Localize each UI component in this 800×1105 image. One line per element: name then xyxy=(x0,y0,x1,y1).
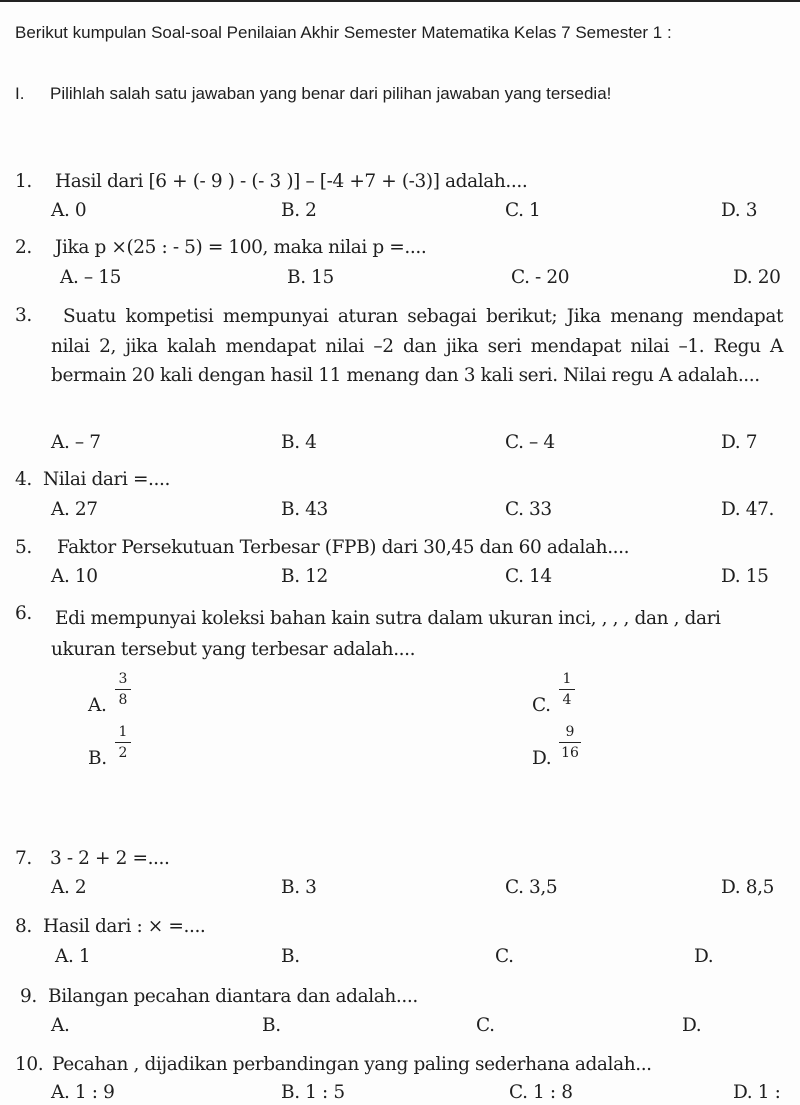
option-b: B. 15 xyxy=(287,267,334,288)
question-text: Nilai dari =.... xyxy=(43,469,170,490)
question-number: 10. xyxy=(15,1054,44,1075)
option-b: B. xyxy=(262,1015,281,1036)
question-text: Suatu kompetisi mempunyai aturan sebagai berikut; Jika menang mendapat nilai 2, jika kalah mendapat nilai –2 dan jika seri mendapat nilai –1. Regu A bermain 20 kali dengan hasil 11 menang dan 3 kali seri. Nilai regu A adalah.... xyxy=(51,306,783,386)
question-number: 8. xyxy=(15,916,32,937)
denominator: 8 xyxy=(118,692,128,708)
option-a: A. – 7 xyxy=(51,432,101,453)
question-number: 2. xyxy=(15,237,32,258)
fraction-bar xyxy=(115,742,131,743)
top-border xyxy=(0,0,800,2)
option-a-fraction xyxy=(115,670,131,709)
question-number: 4. xyxy=(15,469,32,490)
option-c: C. 1 : 8 xyxy=(509,1082,573,1103)
option-b: B. 4 xyxy=(281,432,317,453)
option-d: D. 8,5 xyxy=(721,877,774,898)
question-text: 3 - 2 + 2 =.... xyxy=(50,848,170,869)
option-d: D. 20 xyxy=(733,267,781,288)
option-b: B. 2 xyxy=(281,200,317,221)
question-number: 6. xyxy=(15,603,32,624)
numerator: 1 xyxy=(562,671,572,687)
option-a: A. 27 xyxy=(51,499,98,520)
option-d: D. 7 xyxy=(721,432,758,453)
denominator: 16 xyxy=(561,745,579,761)
numerator: 3 xyxy=(118,671,128,687)
option-c: C. xyxy=(476,1015,495,1036)
option-b: B. 43 xyxy=(281,499,328,520)
denominator: 2 xyxy=(118,745,128,761)
page-title: Berikut kumpulan Soal-soal Penilaian Akhir Semester Matematika Kelas 7 Semester 1 : xyxy=(15,23,672,42)
option-b: B. 3 xyxy=(281,877,317,898)
question-number: 5. xyxy=(15,537,32,558)
option-a: A. 0 xyxy=(51,200,87,221)
option-b: B. 1 : 5 xyxy=(281,1082,345,1103)
question-number: 9. xyxy=(20,986,37,1007)
question-text: Faktor Persekutuan Terbesar (FPB) dari 30,45 dan 60 adalah.... xyxy=(57,537,630,558)
option-b: B. xyxy=(281,946,300,967)
option-c: C. 1 xyxy=(505,200,541,221)
option-b-fraction xyxy=(115,723,131,762)
instruction-number: I. xyxy=(15,84,25,103)
option-c-fraction xyxy=(559,670,575,709)
option-d: D. xyxy=(682,1015,702,1036)
option-d: D. xyxy=(694,946,714,967)
option-a: A. 10 xyxy=(51,566,98,587)
question-text-line: Edi mempunyai koleksi bahan kain sutra dalam ukuran inci, , , , dan , dari ukuran tersebut yang terbesar adalah.... xyxy=(51,608,721,660)
question-number: 7. xyxy=(15,848,32,869)
fraction-bar xyxy=(559,742,581,743)
option-d: D. 1 : xyxy=(733,1082,781,1103)
option-a: A. 2 xyxy=(51,877,87,898)
option-c: C. 33 xyxy=(505,499,552,520)
option-c-label: C. xyxy=(532,695,551,716)
numerator: 9 xyxy=(565,724,575,740)
option-c: C. xyxy=(495,946,514,967)
question-text: Hasil dari [6 + (- 9 ) - (- 3 )] – [-4 +7 + (-3)] adalah.... xyxy=(55,171,528,192)
numerator: 1 xyxy=(118,724,128,740)
question-number: 3. xyxy=(15,305,32,326)
option-a: A. xyxy=(51,1015,70,1036)
option-c: C. 14 xyxy=(505,566,552,587)
option-c: C. – 4 xyxy=(505,432,555,453)
option-a: A. 1 xyxy=(55,946,91,967)
option-d: D. 3 xyxy=(721,200,758,221)
fraction-bar xyxy=(115,689,131,690)
question-text: Jika p ×(25 : - 5) = 100, maka nilai p =.... xyxy=(55,237,427,258)
option-d: D. 15 xyxy=(721,566,769,587)
question-text: Hasil dari : × =.... xyxy=(43,916,206,937)
option-d: D. 47. xyxy=(721,499,774,520)
option-a-label: A. xyxy=(88,695,107,716)
instruction-text: Pilihlah salah satu jawaban yang benar dari pilihan jawaban yang tersedia! xyxy=(50,84,612,103)
fraction-bar xyxy=(559,689,575,690)
question-text: Bilangan pecahan diantara dan adalah.... xyxy=(48,986,418,1007)
option-c: C. - 20 xyxy=(511,267,570,288)
option-b: B. 12 xyxy=(281,566,328,587)
question-text: Pecahan , dijadikan perbandingan yang paling sederhana adalah... xyxy=(52,1054,652,1075)
option-d-label: D. xyxy=(532,748,552,769)
option-a: A. – 15 xyxy=(60,267,121,288)
option-a: A. 1 : 9 xyxy=(51,1082,115,1103)
option-c: C. 3,5 xyxy=(505,877,558,898)
denominator: 4 xyxy=(562,692,572,708)
question-number: 1. xyxy=(15,171,32,192)
option-b-label: B. xyxy=(88,748,107,769)
option-d-fraction xyxy=(559,723,581,762)
